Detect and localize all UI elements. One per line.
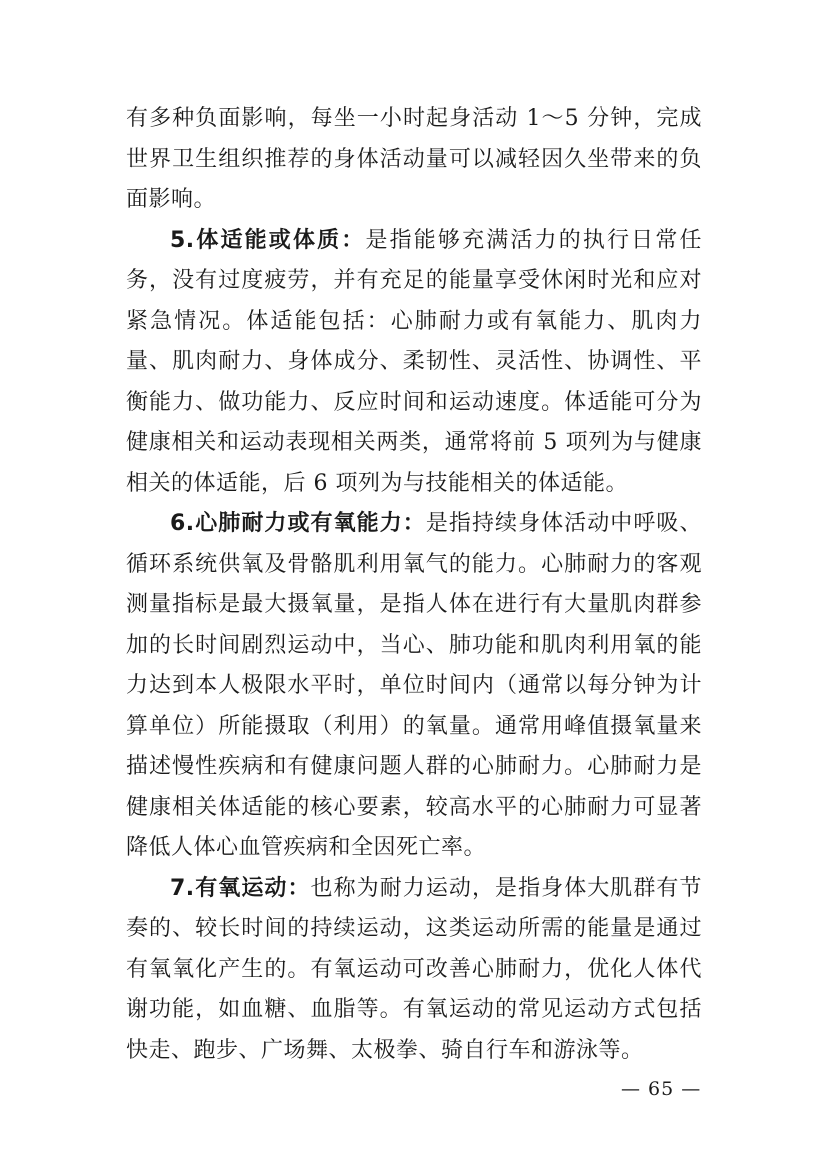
definition-term: 7.有氧运动：	[170, 875, 311, 901]
paragraph-continuation	[126, 99, 702, 221]
paragraph-text: 是指能够充满活力的执行日常任务，没有过度疲劳，并有充足的能量享受休闲时光和应对紧急情况。体适能包括：心肺耐力或有氧能力、肌肉力量、肌肉耐力、身体成分、柔韧性、灵活性、协调性、平衡能力、做功能力、反应时间和运动速度。体适能可分为健康相关和运动表现相关两类，通常将前 5 项列为与健康相关的体适能，后 6 项列为与技能相关的体适能。	[126, 227, 702, 496]
document-body	[126, 99, 702, 1071]
paragraph-text: 也称为耐力运动，是指身体大肌群有节奏的、较长时间的持续运动，这类运动所需的能量是通过有氧氧化产生的。有氧运动可改善心肺耐力，优化人体代谢功能，如血糖、血脂等。有氧运动的常见运动方式包括快走、跑步、广场舞、太极拳、骑自行车和游泳等。	[126, 875, 702, 1063]
paragraph-definition-aerobic	[126, 869, 702, 1072]
definition-term: 5.体适能或体质：	[170, 227, 366, 253]
page-number: — 65 —	[621, 1078, 702, 1100]
definition-term: 6.心肺耐力或有氧能力：	[170, 511, 426, 536]
paragraph-definition-cardio	[126, 504, 702, 869]
paragraph-text: 是指持续身体活动中呼吸、循环系统供氧及骨骼肌利用氧气的能力。心肺耐力的客观测量指标是最大摄氧量，是指人体在进行有大量肌肉群参加的长时间剧烈运动中，当心、肺功能和肌肉利用氧的能力达到本人极限水平时，单位时间内（通常以每分钟为计算单位）所能摄取（利用）的氧量。通常用峰值摄氧量来描述慢性疾病和有健康问题人群的心肺耐力。心肺耐力是健康相关体适能的核心要素，较高水平的心肺耐力可显著降低人体心血管疾病和全因死亡率。	[126, 511, 702, 860]
paragraph-definition-fitness	[126, 221, 702, 505]
paragraph-text: 有多种负面影响，每坐一小时起身活动 1～5 分钟，完成世界卫生组织推荐的身体活动量可以减轻因久坐带来的负面影响。	[126, 106, 702, 212]
